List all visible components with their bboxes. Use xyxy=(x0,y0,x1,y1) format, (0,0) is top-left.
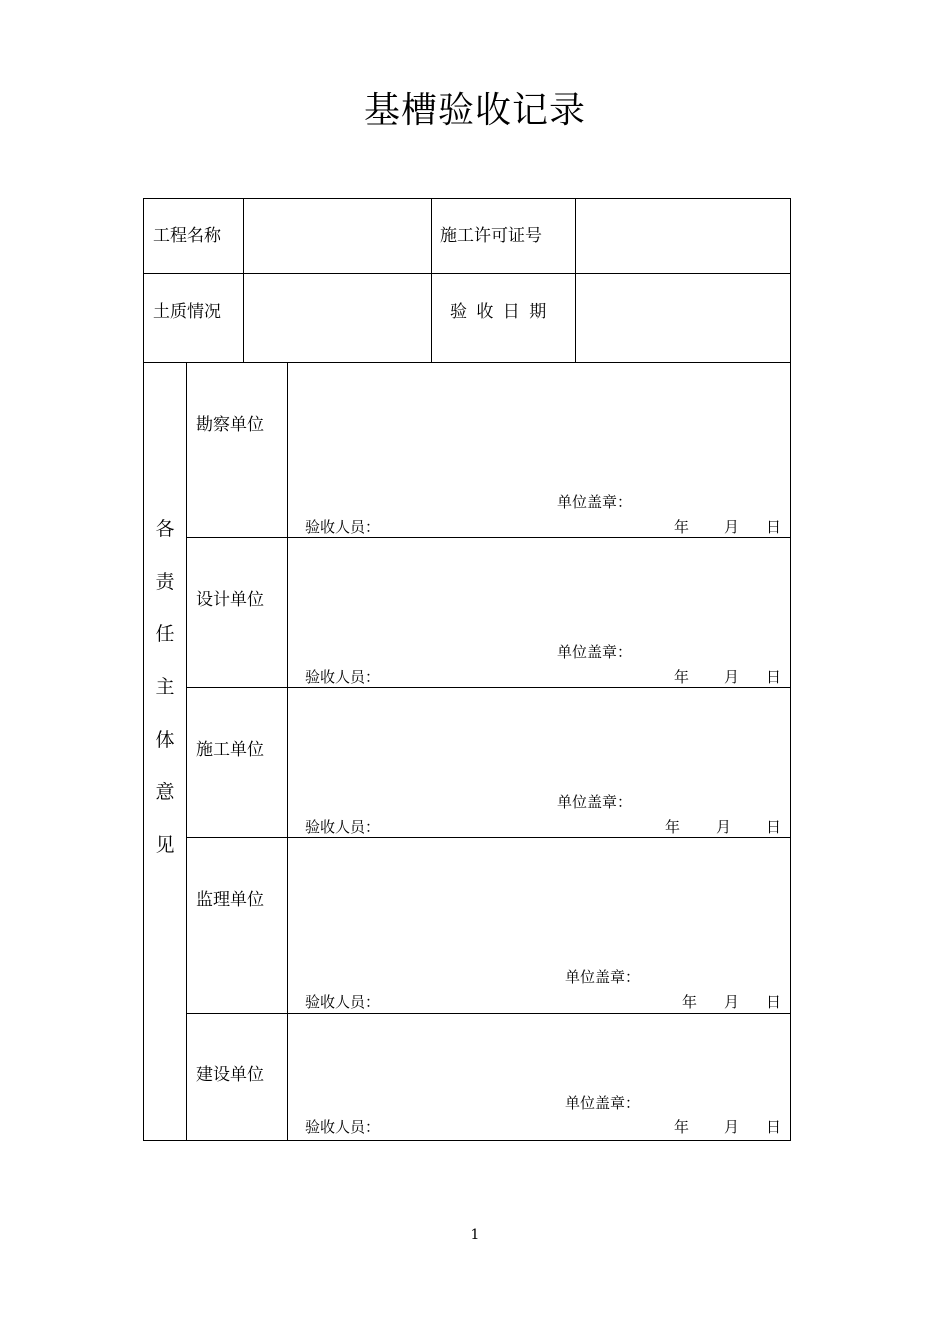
table-border-bottom xyxy=(143,1140,791,1141)
date-month: 月 xyxy=(724,993,740,1011)
table-border-top xyxy=(143,198,791,199)
column-divider xyxy=(575,198,576,363)
acceptance-date-field[interactable] xyxy=(582,302,782,322)
group-label-char: 意 xyxy=(155,781,175,804)
permit-no-label: 施工许可证号 xyxy=(440,226,542,246)
column-divider xyxy=(431,198,432,363)
inspector-label: 验收人员： xyxy=(305,993,381,1011)
unit-row-divider xyxy=(186,537,791,538)
soil-condition-field[interactable] xyxy=(250,302,425,322)
acceptance-date-label: 验 收 日 期 xyxy=(450,302,549,322)
date-year: 年 xyxy=(674,1118,690,1136)
date-year: 年 xyxy=(674,518,690,536)
unit-name-construction: 施工单位 xyxy=(196,740,264,760)
unit-seal-label: 单位盖章： xyxy=(565,968,641,986)
page-title: 基槽验收记录 xyxy=(363,90,586,131)
inspector-label: 验收人员： xyxy=(305,518,381,536)
group-label-char: 责 xyxy=(155,570,175,593)
unit-name-owner: 建设单位 xyxy=(196,1065,264,1085)
unit-row-divider xyxy=(186,1013,791,1014)
unit-seal-label: 单位盖章： xyxy=(557,643,633,661)
group-label-char: 见 xyxy=(155,833,175,856)
unit-name-design: 设计单位 xyxy=(196,590,264,610)
group-label-char: 各 xyxy=(155,518,175,540)
group-label-char: 体 xyxy=(155,728,175,751)
date-month: 月 xyxy=(724,1118,740,1136)
date-month: 月 xyxy=(716,818,732,836)
soil-condition-label: 土质情况 xyxy=(153,302,221,322)
unit-column-divider xyxy=(287,362,288,1141)
page-number: 1 xyxy=(470,1227,480,1243)
date-day: 日 xyxy=(766,818,782,836)
date-month: 月 xyxy=(724,668,740,686)
group-column-divider xyxy=(186,362,187,1141)
inspector-label: 验收人员： xyxy=(305,1118,381,1136)
group-label-char: 主 xyxy=(155,675,175,698)
date-day: 日 xyxy=(766,668,782,686)
date-year: 年 xyxy=(682,993,698,1011)
row-divider xyxy=(143,362,791,363)
unit-row-divider xyxy=(186,837,791,838)
date-month: 月 xyxy=(724,518,740,536)
table-border-right xyxy=(790,198,791,1141)
date-year: 年 xyxy=(674,668,690,686)
unit-seal-label: 单位盖章： xyxy=(565,1094,641,1112)
inspector-label: 验收人员： xyxy=(305,668,381,686)
date-year: 年 xyxy=(665,818,681,836)
date-day: 日 xyxy=(766,518,782,536)
project-name-field[interactable] xyxy=(250,226,425,246)
unit-seal-label: 单位盖章： xyxy=(557,793,633,811)
unit-seal-label: 单位盖章： xyxy=(557,493,633,511)
row-divider xyxy=(143,273,791,274)
group-label-char: 任 xyxy=(155,623,175,646)
responsible-parties-opinions-label xyxy=(144,517,186,857)
project-name-label: 工程名称 xyxy=(153,226,221,246)
column-divider xyxy=(243,198,244,363)
permit-no-field[interactable] xyxy=(582,226,782,246)
unit-name-supervision: 监理单位 xyxy=(196,890,264,910)
date-day: 日 xyxy=(766,1118,782,1136)
inspector-label: 验收人员： xyxy=(305,818,381,836)
unit-name-survey: 勘察单位 xyxy=(196,415,264,435)
unit-row-divider xyxy=(186,687,791,688)
date-day: 日 xyxy=(766,993,782,1011)
